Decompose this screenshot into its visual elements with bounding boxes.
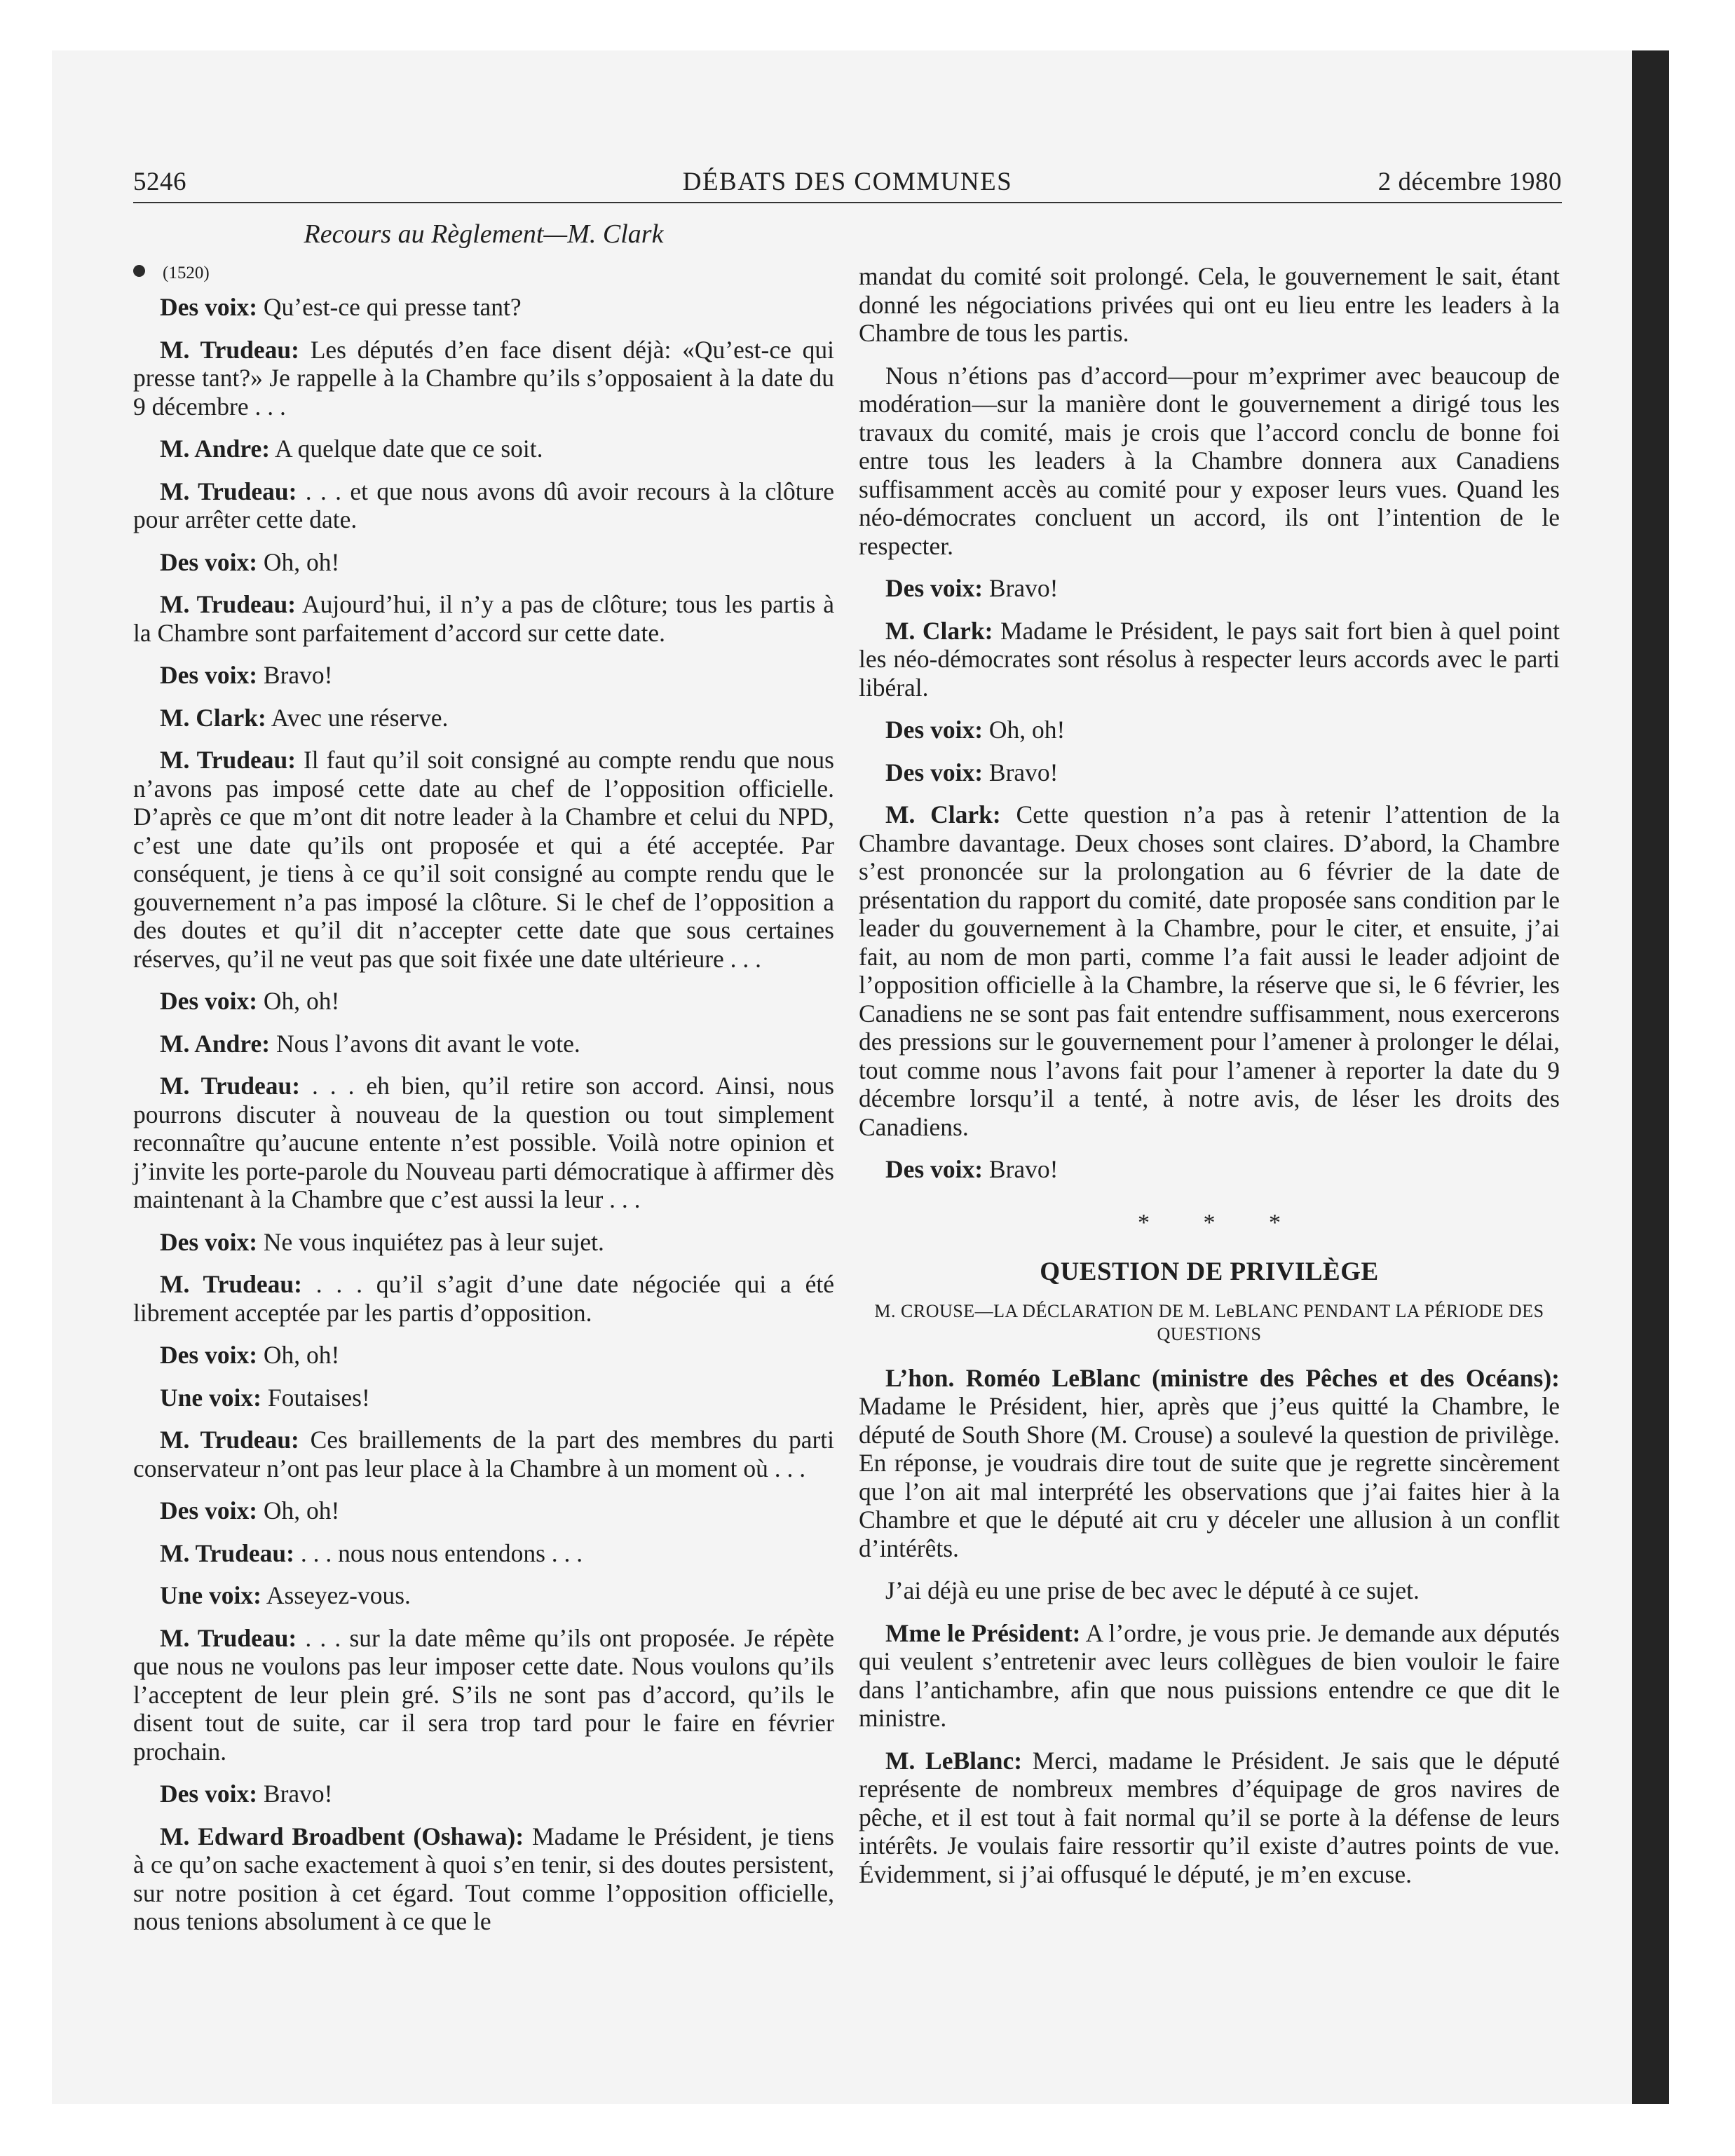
header-rule — [133, 202, 1562, 203]
speech-text: Asseyez-vous. — [261, 1581, 411, 1609]
speaker-name: M. Trudeau: — [160, 1270, 302, 1298]
paragraph — [133, 987, 834, 1016]
time-code: (1520) — [163, 264, 210, 282]
speaker-name: Des voix: — [885, 758, 984, 786]
paragraph — [859, 574, 1560, 603]
speaker-name: Des voix: — [885, 1155, 984, 1183]
speaker-name: Des voix: — [885, 716, 984, 744]
paragraph — [133, 1581, 834, 1610]
paragraph — [859, 1155, 1560, 1184]
speaker-name: M. Trudeau: — [160, 590, 297, 618]
paragraph — [859, 758, 1560, 787]
speaker-name: L’hon. Roméo LeBlanc (ministre des Pêches et des Océans): — [885, 1363, 1560, 1392]
paragraph — [133, 1780, 834, 1808]
speech-text: Madame le Président, le pays sait fort bien à quel point les néo-démocrates sont résolus à respecter leurs accords avec le parti libéral. — [859, 616, 1560, 702]
paragraph — [859, 800, 1560, 1141]
paragraph — [133, 1030, 834, 1058]
speech-text: Aujourd’hui, il n’y a pas de clôture; tous les partis à la Chambre sont parfaitement d’accord sur cette date. — [133, 590, 834, 647]
speaker-name: M. LeBlanc: — [885, 1746, 1023, 1775]
speech-text: . . . qu’il s’agit d’une date négociée qui a été librement acceptée par les partis d’opposition. — [133, 1270, 834, 1327]
speech-text: Madame le Président, hier, après que j’eus quitté la Chambre, le député de South Shore (M. Crouse) a soulevé la question de privilège. En réponse, je voudrais dire tout de suite que je regrette sincèrement que l’on ait mal interprété les observations que j’ai faites hier à la Chambre et que le député ait cru y déceler une allusion à un conflit d’intérêts. — [859, 1392, 1560, 1562]
speech-text: . . . eh bien, qu’il retire son accord. Ainsi, nous pourrons discuter à nouveau de la question ou tout simplement reconnaître qu’aucune entente n’est possible. Voilà notre opinion et j’invite les porte-parole du Nouveau parti démocratique à affirmer dès maintenant à la Chambre que c’est aussi la leur . . . — [133, 1072, 834, 1213]
speaker-name: M. Trudeau: — [160, 335, 299, 364]
speech-text: Oh, oh! — [257, 1341, 340, 1369]
speech-text: Ne vous inquiétez pas à leur sujet. — [257, 1227, 604, 1256]
speech-text: Ces braillements de la part des membres du parti conservateur n’ont pas leur place à la Chambre à un moment où . . . — [133, 1426, 834, 1482]
paragraph — [859, 262, 1560, 348]
right-paragraphs-bottom — [859, 1364, 1560, 1889]
publication-title: DÉBATS DES COMMUNES — [682, 168, 1013, 196]
speech-text: Qu’est-ce qui presse tant? — [257, 293, 522, 321]
paragraph — [133, 1822, 834, 1936]
speaker-name: Des voix: — [160, 547, 258, 576]
speech-text: Madame le Président, je tiens à ce qu’on sache exactement à quoi s’en tenir, si des doutes persistent, sur notre position à cet égard. Tout comme l’opposition officielle, nous tenions absolument à ce que le — [133, 1822, 834, 1935]
speech-text: Merci, madame le Président. Je sais que le député représente de nombreux membres d’équipage de gros navires de pêche, et il est tout à fait normal qu’il se porte à la défense de leurs intérêts. Je voulais faire ressortir qu’il existe d’autres points de vue. Évidemment, si j’ai offusqué le député, je m’en excuse. — [859, 1746, 1560, 1888]
page-number: 5246 — [133, 168, 186, 196]
speech-text: Nous n’étions pas d’accord—pour m’exprimer avec beaucoup de modération—sur la manière dont le gouvernement a dirigé tous les travaux du comité, mais je crois que l’accord conclu de bonne foi entre tous les leaders à la Chambre donnera aux Canadiens suffisamment accès au comité pour y exposer leurs vues. Quand les néo-démocrates concluent un accord, ils ont l’intention de le respecter. — [859, 361, 1560, 560]
speaker-name: M. Clark: — [160, 703, 266, 732]
speech-text: Les députés d’en face disent déjà: «Qu’est-ce qui presse tant?» Je rappelle à la Chambre qu’ils s’opposaient à la date du 9 décembre . . . — [133, 335, 835, 421]
speech-text: Il faut qu’il soit consigné au compte rendu que nous n’avons pas imposé cette date au chef de l’opposition officielle. D’après ce que m’ont dit notre leader à la Chambre et celui du NPD, c’est une date qu’ils ont proposée et qui a été acceptée. Par conséquent, je tiens à ce qu’il soit consigné au compte rendu que le gouvernement n’a pas imposé la clôture. Si le chef de l’opposition a des doutes et qu’il dit n’accepter cette date que sous certaines réserves, qu’il ne veut pas que soit fixée une date ultérieure . . . — [133, 746, 834, 973]
paragraph — [133, 1228, 834, 1257]
speech-text: Foutaises! — [261, 1383, 370, 1412]
speaker-name: M. Clark: — [885, 800, 1001, 828]
paragraph — [859, 1364, 1560, 1563]
speaker-name: M. Trudeau: — [160, 1426, 299, 1454]
speaker-name: Mme le Président: — [885, 1618, 1081, 1647]
speaker-name: M. Trudeau: — [160, 1072, 301, 1100]
paragraph — [133, 1624, 834, 1766]
speech-text: . . . sur la date même qu’ils ont proposée. Je répète que nous ne voulons pas leur imposer cette date. Nous voulons qu’ils l’acceptent de leur plein gré. S’ils ne sont pas d’accord, qu’ils le disent tout de suite, car il sera trop tard pour le faire en février prochain. — [133, 1623, 834, 1766]
paragraph — [859, 1747, 1560, 1889]
paragraph — [133, 1539, 834, 1568]
speaker-name: M. Trudeau: — [160, 1623, 297, 1652]
paragraph — [133, 477, 834, 534]
speech-text: Oh, oh! — [983, 716, 1066, 744]
speaker-name: Des voix: — [160, 987, 258, 1015]
speech-text: mandat du comité soit prolongé. Cela, le gouvernement le sait, étant donné les négociations privées qui ont eu lieu entre les leaders à la Chambre de tous les partis. — [859, 262, 1560, 347]
speech-text: Bravo! — [257, 661, 333, 689]
speaker-name: M. Edward Broadbent (Oshawa): — [160, 1822, 524, 1850]
speech-text: Bravo! — [983, 758, 1059, 786]
time-marker — [133, 259, 834, 283]
speaker-name: Des voix: — [160, 1341, 258, 1369]
speech-text: Nous l’avons dit avant le vote. — [270, 1029, 580, 1058]
section-separator: * * * — [1138, 1209, 1305, 1236]
speech-text: . . . nous nous entendons . . . — [294, 1538, 583, 1567]
paragraph — [133, 293, 834, 322]
speaker-name: M. Andre: — [160, 1029, 271, 1058]
speech-text: Oh, oh! — [257, 547, 340, 576]
speaker-name: M. Trudeau: — [160, 746, 297, 774]
speaker-name: Des voix: — [885, 574, 984, 602]
paragraph — [133, 590, 834, 647]
running-title: Recours au Règlement—M. Clark — [304, 219, 664, 249]
paragraph — [859, 716, 1560, 744]
paragraph — [133, 661, 834, 690]
speaker-name: Une voix: — [160, 1383, 261, 1412]
speaker-name: Des voix: — [160, 1496, 258, 1524]
paragraph — [133, 1072, 834, 1214]
speaker-name: Des voix: — [160, 1780, 258, 1808]
paragraph — [859, 1576, 1560, 1605]
right-column — [859, 262, 1560, 1902]
right-paragraphs-top — [859, 262, 1560, 1184]
page-header — [133, 167, 1562, 202]
speaker-name: Des voix: — [160, 1227, 258, 1256]
left-column — [133, 259, 834, 1950]
paragraph — [133, 1496, 834, 1525]
speaker-name: M. Andre: — [160, 435, 271, 463]
speech-text: Cette question n’a pas à retenir l’attention de la Chambre davantage. Deux choses sont claires. D’abord, la Chambre s’est prononcée sur la prolongation au 6 février de la date de présentation du rapport du comité, date proposée sans condition par le leader du gouvernement à la Chambre, pour le citer, et ensuite, j’ai fait, au nom de mon parti, comme l’a fait aussi le leader adjoint de l’opposition officielle à la Chambre, la réserve que si, le 6 février, les Canadiens ne se sont pas fait entendre suffisamment, nous exercerons des pressions sur le gouvernement pour l’amener à prolonger le délai, tout comme nous l’avons fait pour l’amener à reporter la date du 9 décembre lorsqu’il a tenté, à notre avis, de léser les droits des Canadiens. — [859, 800, 1560, 1141]
paragraph — [133, 1341, 834, 1370]
speech-text: A quelque date que ce soit. — [270, 435, 543, 463]
speaker-name: M. Trudeau: — [160, 1538, 294, 1567]
paragraph — [133, 336, 834, 421]
speech-text: Oh, oh! — [257, 1496, 340, 1524]
speaker-name: Des voix: — [160, 293, 258, 321]
speech-text: A l’ordre, je vous prie. Je demande aux députés qui veulent s’entretenir avec leurs collègues de bien vouloir le faire dans l’antichambre, afin que nous puissions entendre ce que dit le ministre. — [859, 1618, 1560, 1732]
speech-text: Avec une réserve. — [266, 703, 449, 732]
speech-text: Bravo! — [257, 1780, 333, 1808]
speaker-name: M. Trudeau: — [160, 477, 297, 505]
paragraph — [133, 704, 834, 732]
section-title: QUESTION DE PRIVILÈGE — [1040, 1257, 1379, 1286]
paragraph — [133, 1426, 834, 1482]
paragraph — [133, 1270, 834, 1327]
speaker-name: M. Clark: — [885, 616, 993, 645]
paragraph — [859, 362, 1560, 561]
section-subtitle: M. CROUSE—LA DÉCLARATION DE M. LeBLANC PENDANT LA PÉRIODE DES QUESTIONS — [874, 1300, 1544, 1344]
speech-text: . . . et que nous avons dû avoir recours à la clôture pour arrêter cette date. — [133, 477, 834, 533]
left-paragraphs — [133, 293, 834, 1936]
bullet-dot-icon — [133, 265, 145, 277]
paragraph — [133, 435, 834, 463]
speaker-name: Des voix: — [160, 661, 258, 689]
paragraph — [133, 548, 834, 577]
speech-text: J’ai déjà eu une prise de bec avec le député à ce sujet. — [885, 1576, 1420, 1604]
paragraph — [133, 1384, 834, 1412]
speaker-name: Une voix: — [160, 1581, 261, 1609]
speech-text: Oh, oh! — [257, 987, 340, 1015]
speech-text: Bravo! — [983, 574, 1059, 602]
speech-text: Bravo! — [983, 1155, 1059, 1183]
paragraph — [859, 617, 1560, 702]
paragraph — [133, 746, 834, 973]
scan-edge-bar — [1632, 50, 1669, 2104]
paragraph — [859, 1619, 1560, 1733]
page-date: 2 décembre 1980 — [1377, 168, 1562, 196]
